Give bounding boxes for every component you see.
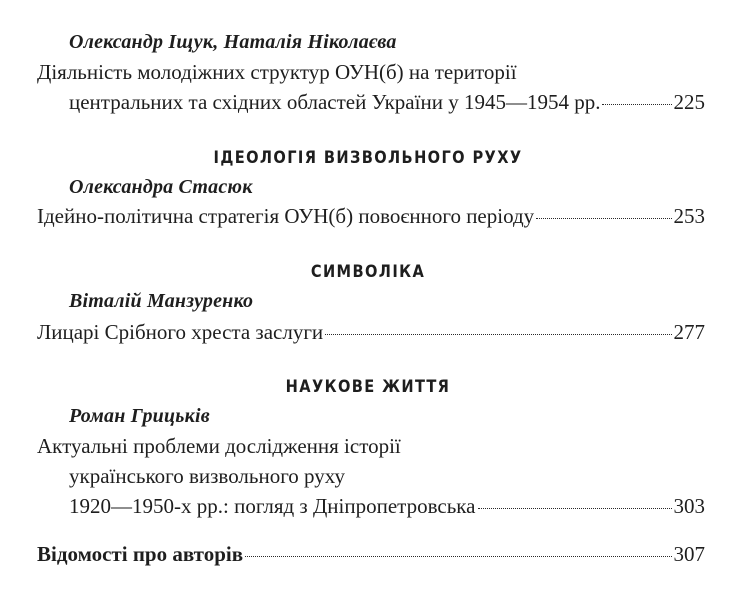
dot-leader	[245, 556, 671, 557]
page-number: 307	[673, 542, 705, 566]
dot-leader	[478, 508, 672, 509]
dot-leader	[325, 334, 671, 335]
article-title-line: 1920—1950-х рр.: погляд з Дніпропетровська	[69, 494, 476, 518]
toc-entry	[37, 542, 705, 567]
section-heading: ІДЕОЛОГІЯ ВИЗВОЛЬНОГО РУХУ	[213, 148, 523, 168]
article-title: Лицарі Срібного хреста заслуги	[37, 320, 324, 344]
author-name: Олександра Стасюк	[69, 176, 253, 198]
article-title: Відомості про авторів	[37, 542, 244, 566]
article-title-line: українського визвольного руху	[69, 464, 345, 488]
article-title-line: центральних та східних областей України у 1945—1954 рр.	[69, 90, 601, 114]
page-number: 277	[673, 320, 705, 344]
article-title: Ідейно-політична стратегія ОУН(б) повоєнного періоду	[37, 204, 535, 228]
toc-entry	[37, 204, 705, 229]
author-name: Роман Грицьків	[69, 405, 210, 427]
article-title-line: Діяльність молодіжних структур ОУН(б) на території	[37, 60, 517, 84]
author-name: Олександр Іщук, Наталія Ніколаєва	[69, 31, 397, 53]
author-name: Віталій Манзуренко	[69, 290, 254, 312]
dot-leader	[602, 104, 671, 105]
page-number: 303	[673, 494, 705, 518]
article-title-line: Актуальні проблеми дослідження історії	[37, 434, 401, 458]
page-number: 253	[673, 204, 705, 228]
section-heading: СИМВОЛІКА	[310, 262, 426, 282]
toc-entry	[69, 494, 705, 519]
toc-entry	[69, 90, 705, 115]
section-heading: НАУКОВЕ ЖИТТЯ	[285, 377, 451, 397]
page-number: 225	[673, 90, 705, 114]
toc-entry	[37, 320, 705, 345]
dot-leader	[536, 218, 671, 219]
